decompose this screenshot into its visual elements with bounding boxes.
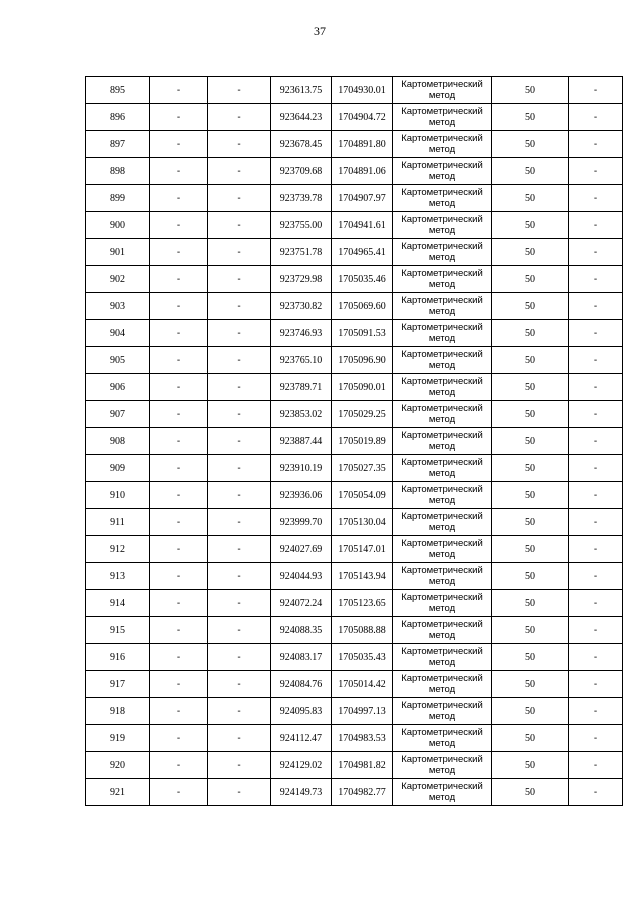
table-row — [86, 644, 623, 671]
empty-col-2-cell: - — [208, 779, 271, 806]
empty-col-1-cell: - — [150, 590, 208, 617]
empty-col-1-cell: - — [150, 752, 208, 779]
accuracy-cell: 50 — [492, 320, 569, 347]
x-coordinate-cell: 923999.70 — [271, 509, 332, 536]
empty-col-1-cell: - — [150, 185, 208, 212]
x-coordinate-cell: 923730.82 — [271, 293, 332, 320]
empty-col-2-cell: - — [208, 239, 271, 266]
empty-col-2-cell: - — [208, 374, 271, 401]
empty-col-2-cell: - — [208, 266, 271, 293]
method-cell: Картометрический метод — [393, 671, 492, 698]
accuracy-cell: 50 — [492, 239, 569, 266]
note-cell: - — [569, 266, 623, 293]
empty-col-1-cell: - — [150, 266, 208, 293]
y-coordinate-cell: 1705091.53 — [332, 320, 393, 347]
method-cell: Картометрический метод — [393, 698, 492, 725]
empty-col-1-cell: - — [150, 671, 208, 698]
accuracy-cell: 50 — [492, 725, 569, 752]
coordinates-table — [85, 76, 623, 806]
x-coordinate-cell: 923910.19 — [271, 455, 332, 482]
y-coordinate-cell: 1704965.41 — [332, 239, 393, 266]
accuracy-cell: 50 — [492, 482, 569, 509]
empty-col-2-cell: - — [208, 752, 271, 779]
method-cell: Картометрический метод — [393, 158, 492, 185]
point-number-cell: 916 — [86, 644, 150, 671]
y-coordinate-cell: 1705130.04 — [332, 509, 393, 536]
empty-col-1-cell: - — [150, 455, 208, 482]
point-number-cell: 914 — [86, 590, 150, 617]
method-cell: Картометрический метод — [393, 428, 492, 455]
y-coordinate-cell: 1704930.01 — [332, 77, 393, 104]
note-cell: - — [569, 185, 623, 212]
note-cell: - — [569, 779, 623, 806]
accuracy-cell: 50 — [492, 158, 569, 185]
empty-col-2-cell: - — [208, 617, 271, 644]
method-cell: Картометрический метод — [393, 77, 492, 104]
page-number: 37 — [314, 24, 326, 38]
note-cell: - — [569, 428, 623, 455]
point-number-cell: 906 — [86, 374, 150, 401]
point-number-cell: 900 — [86, 212, 150, 239]
accuracy-cell: 50 — [492, 698, 569, 725]
x-coordinate-cell: 924044.93 — [271, 563, 332, 590]
y-coordinate-cell: 1705027.35 — [332, 455, 393, 482]
empty-col-1-cell: - — [150, 779, 208, 806]
empty-col-2-cell: - — [208, 104, 271, 131]
table-row — [86, 698, 623, 725]
empty-col-2-cell: - — [208, 131, 271, 158]
x-coordinate-cell: 923936.06 — [271, 482, 332, 509]
point-number-cell: 911 — [86, 509, 150, 536]
table-row — [86, 725, 623, 752]
method-cell: Картометрический метод — [393, 563, 492, 590]
table-row — [86, 293, 623, 320]
x-coordinate-cell: 924072.24 — [271, 590, 332, 617]
point-number-cell: 921 — [86, 779, 150, 806]
accuracy-cell: 50 — [492, 401, 569, 428]
note-cell: - — [569, 104, 623, 131]
point-number-cell: 895 — [86, 77, 150, 104]
point-number-cell: 896 — [86, 104, 150, 131]
x-coordinate-cell: 924027.69 — [271, 536, 332, 563]
x-coordinate-cell: 923755.00 — [271, 212, 332, 239]
method-cell: Картометрический метод — [393, 509, 492, 536]
y-coordinate-cell: 1705090.01 — [332, 374, 393, 401]
point-number-cell: 912 — [86, 536, 150, 563]
point-number-cell: 901 — [86, 239, 150, 266]
point-number-cell: 909 — [86, 455, 150, 482]
x-coordinate-cell: 923644.23 — [271, 104, 332, 131]
y-coordinate-cell: 1704907.97 — [332, 185, 393, 212]
y-coordinate-cell: 1705147.01 — [332, 536, 393, 563]
x-coordinate-cell: 924088.35 — [271, 617, 332, 644]
table-row — [86, 347, 623, 374]
empty-col-2-cell: - — [208, 671, 271, 698]
point-number-cell: 920 — [86, 752, 150, 779]
y-coordinate-cell: 1705029.25 — [332, 401, 393, 428]
accuracy-cell: 50 — [492, 563, 569, 590]
method-cell: Картометрический метод — [393, 293, 492, 320]
y-coordinate-cell: 1705014.42 — [332, 671, 393, 698]
empty-col-1-cell: - — [150, 482, 208, 509]
empty-col-2-cell: - — [208, 158, 271, 185]
empty-col-2-cell: - — [208, 698, 271, 725]
method-cell: Картометрический метод — [393, 779, 492, 806]
y-coordinate-cell: 1705123.65 — [332, 590, 393, 617]
table-row — [86, 563, 623, 590]
x-coordinate-cell: 923789.71 — [271, 374, 332, 401]
y-coordinate-cell: 1705054.09 — [332, 482, 393, 509]
empty-col-1-cell: - — [150, 428, 208, 455]
empty-col-1-cell: - — [150, 401, 208, 428]
y-coordinate-cell: 1704983.53 — [332, 725, 393, 752]
x-coordinate-cell: 924149.73 — [271, 779, 332, 806]
method-cell: Картометрический метод — [393, 401, 492, 428]
method-cell: Картометрический метод — [393, 320, 492, 347]
method-cell: Картометрический метод — [393, 374, 492, 401]
empty-col-2-cell: - — [208, 725, 271, 752]
note-cell: - — [569, 617, 623, 644]
note-cell: - — [569, 347, 623, 374]
note-cell: - — [569, 401, 623, 428]
empty-col-1-cell: - — [150, 77, 208, 104]
empty-col-1-cell: - — [150, 158, 208, 185]
table-row — [86, 374, 623, 401]
y-coordinate-cell: 1705069.60 — [332, 293, 393, 320]
empty-col-2-cell: - — [208, 401, 271, 428]
note-cell: - — [569, 671, 623, 698]
empty-col-2-cell: - — [208, 590, 271, 617]
table-row — [86, 671, 623, 698]
accuracy-cell: 50 — [492, 779, 569, 806]
x-coordinate-cell: 923765.10 — [271, 347, 332, 374]
empty-col-2-cell: - — [208, 509, 271, 536]
y-coordinate-cell: 1704982.77 — [332, 779, 393, 806]
y-coordinate-cell: 1704997.13 — [332, 698, 393, 725]
method-cell: Картометрический метод — [393, 185, 492, 212]
empty-col-2-cell: - — [208, 347, 271, 374]
table-row — [86, 779, 623, 806]
x-coordinate-cell: 924084.76 — [271, 671, 332, 698]
accuracy-cell: 50 — [492, 185, 569, 212]
note-cell: - — [569, 239, 623, 266]
method-cell: Картометрический метод — [393, 212, 492, 239]
table-row — [86, 752, 623, 779]
accuracy-cell: 50 — [492, 266, 569, 293]
method-cell: Картометрический метод — [393, 104, 492, 131]
y-coordinate-cell: 1705019.89 — [332, 428, 393, 455]
point-number-cell: 902 — [86, 266, 150, 293]
note-cell: - — [569, 374, 623, 401]
empty-col-2-cell: - — [208, 185, 271, 212]
empty-col-1-cell: - — [150, 320, 208, 347]
note-cell: - — [569, 590, 623, 617]
accuracy-cell: 50 — [492, 374, 569, 401]
point-number-cell: 918 — [86, 698, 150, 725]
accuracy-cell: 50 — [492, 293, 569, 320]
point-number-cell: 897 — [86, 131, 150, 158]
empty-col-1-cell: - — [150, 509, 208, 536]
empty-col-1-cell: - — [150, 239, 208, 266]
table-row — [86, 428, 623, 455]
accuracy-cell: 50 — [492, 617, 569, 644]
note-cell: - — [569, 482, 623, 509]
method-cell: Картометрический метод — [393, 752, 492, 779]
table-row — [86, 455, 623, 482]
accuracy-cell: 50 — [492, 509, 569, 536]
empty-col-1-cell: - — [150, 725, 208, 752]
empty-col-2-cell: - — [208, 536, 271, 563]
note-cell: - — [569, 131, 623, 158]
empty-col-2-cell: - — [208, 455, 271, 482]
method-cell: Картометрический метод — [393, 725, 492, 752]
note-cell: - — [569, 698, 623, 725]
table-row — [86, 590, 623, 617]
x-coordinate-cell: 923709.68 — [271, 158, 332, 185]
accuracy-cell: 50 — [492, 536, 569, 563]
accuracy-cell: 50 — [492, 347, 569, 374]
accuracy-cell: 50 — [492, 131, 569, 158]
empty-col-1-cell: - — [150, 617, 208, 644]
x-coordinate-cell: 924112.47 — [271, 725, 332, 752]
y-coordinate-cell: 1704941.61 — [332, 212, 393, 239]
x-coordinate-cell: 923613.75 — [271, 77, 332, 104]
empty-col-2-cell: - — [208, 212, 271, 239]
empty-col-2-cell: - — [208, 644, 271, 671]
point-number-cell: 898 — [86, 158, 150, 185]
point-number-cell: 908 — [86, 428, 150, 455]
table-row — [86, 104, 623, 131]
table-row — [86, 185, 623, 212]
empty-col-1-cell: - — [150, 698, 208, 725]
point-number-cell: 913 — [86, 563, 150, 590]
y-coordinate-cell: 1704891.80 — [332, 131, 393, 158]
empty-col-1-cell: - — [150, 374, 208, 401]
accuracy-cell: 50 — [492, 77, 569, 104]
note-cell: - — [569, 509, 623, 536]
y-coordinate-cell: 1704904.72 — [332, 104, 393, 131]
method-cell: Картометрический метод — [393, 266, 492, 293]
method-cell: Картометрический метод — [393, 239, 492, 266]
point-number-cell: 899 — [86, 185, 150, 212]
method-cell: Картометрический метод — [393, 590, 492, 617]
table-row — [86, 401, 623, 428]
y-coordinate-cell: 1705088.88 — [332, 617, 393, 644]
x-coordinate-cell: 924095.83 — [271, 698, 332, 725]
point-number-cell: 910 — [86, 482, 150, 509]
empty-col-1-cell: - — [150, 212, 208, 239]
method-cell: Картометрический метод — [393, 482, 492, 509]
empty-col-1-cell: - — [150, 347, 208, 374]
point-number-cell: 904 — [86, 320, 150, 347]
accuracy-cell: 50 — [492, 212, 569, 239]
method-cell: Картометрический метод — [393, 455, 492, 482]
empty-col-2-cell: - — [208, 320, 271, 347]
empty-col-2-cell: - — [208, 428, 271, 455]
x-coordinate-cell: 923751.78 — [271, 239, 332, 266]
x-coordinate-cell: 923739.78 — [271, 185, 332, 212]
table-body — [86, 77, 623, 806]
method-cell: Картометрический метод — [393, 347, 492, 374]
note-cell: - — [569, 212, 623, 239]
point-number-cell: 917 — [86, 671, 150, 698]
accuracy-cell: 50 — [492, 104, 569, 131]
note-cell: - — [569, 293, 623, 320]
empty-col-1-cell: - — [150, 536, 208, 563]
note-cell: - — [569, 536, 623, 563]
table-row — [86, 239, 623, 266]
point-number-cell: 919 — [86, 725, 150, 752]
table-row — [86, 77, 623, 104]
empty-col-2-cell: - — [208, 563, 271, 590]
accuracy-cell: 50 — [492, 671, 569, 698]
x-coordinate-cell: 924129.02 — [271, 752, 332, 779]
empty-col-1-cell: - — [150, 104, 208, 131]
y-coordinate-cell: 1705035.46 — [332, 266, 393, 293]
point-number-cell: 907 — [86, 401, 150, 428]
note-cell: - — [569, 158, 623, 185]
x-coordinate-cell: 923746.93 — [271, 320, 332, 347]
table-row — [86, 212, 623, 239]
note-cell: - — [569, 644, 623, 671]
x-coordinate-cell: 924083.17 — [271, 644, 332, 671]
x-coordinate-cell: 923887.44 — [271, 428, 332, 455]
table-row — [86, 158, 623, 185]
table-row — [86, 266, 623, 293]
method-cell: Картометрический метод — [393, 644, 492, 671]
note-cell: - — [569, 725, 623, 752]
empty-col-2-cell: - — [208, 77, 271, 104]
method-cell: Картометрический метод — [393, 131, 492, 158]
empty-col-1-cell: - — [150, 563, 208, 590]
point-number-cell: 915 — [86, 617, 150, 644]
x-coordinate-cell: 923729.98 — [271, 266, 332, 293]
table-row — [86, 617, 623, 644]
table-row — [86, 536, 623, 563]
y-coordinate-cell: 1704981.82 — [332, 752, 393, 779]
x-coordinate-cell: 923678.45 — [271, 131, 332, 158]
accuracy-cell: 50 — [492, 752, 569, 779]
note-cell: - — [569, 455, 623, 482]
accuracy-cell: 50 — [492, 644, 569, 671]
accuracy-cell: 50 — [492, 590, 569, 617]
empty-col-2-cell: - — [208, 482, 271, 509]
table-row — [86, 131, 623, 158]
method-cell: Картометрический метод — [393, 536, 492, 563]
note-cell: - — [569, 563, 623, 590]
y-coordinate-cell: 1704891.06 — [332, 158, 393, 185]
accuracy-cell: 50 — [492, 455, 569, 482]
empty-col-1-cell: - — [150, 131, 208, 158]
y-coordinate-cell: 1705096.90 — [332, 347, 393, 374]
note-cell: - — [569, 320, 623, 347]
table-row — [86, 320, 623, 347]
point-number-cell: 903 — [86, 293, 150, 320]
x-coordinate-cell: 923853.02 — [271, 401, 332, 428]
note-cell: - — [569, 77, 623, 104]
y-coordinate-cell: 1705143.94 — [332, 563, 393, 590]
empty-col-1-cell: - — [150, 644, 208, 671]
method-cell: Картометрический метод — [393, 617, 492, 644]
note-cell: - — [569, 752, 623, 779]
point-number-cell: 905 — [86, 347, 150, 374]
table-row — [86, 482, 623, 509]
y-coordinate-cell: 1705035.43 — [332, 644, 393, 671]
table-row — [86, 509, 623, 536]
empty-col-1-cell: - — [150, 293, 208, 320]
empty-col-2-cell: - — [208, 293, 271, 320]
accuracy-cell: 50 — [492, 428, 569, 455]
